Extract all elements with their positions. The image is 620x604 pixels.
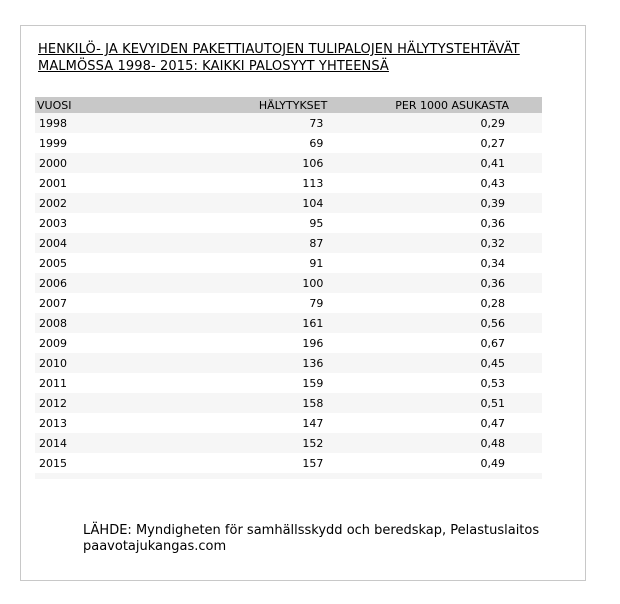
cell-per-1000: 0,41 xyxy=(327,153,542,173)
cell-alarms xyxy=(105,213,328,233)
cell-alarms xyxy=(105,113,328,133)
cell-year: 2012 xyxy=(35,393,105,413)
cell-alarms-value: 159 xyxy=(302,376,324,390)
table-header-row xyxy=(35,97,542,113)
cell-year: 2007 xyxy=(35,293,105,313)
table-body xyxy=(35,113,542,479)
cell-year: 2011 xyxy=(35,373,105,393)
cell-year: 2010 xyxy=(35,353,105,373)
cell-year: 2006 xyxy=(35,273,105,293)
table-row xyxy=(35,113,542,133)
chart-title-line-1: HENKILÖ- JA KEVYIDEN PAKETTIAUTOJEN TULIPALOJEN HÄLYTYSTEHTÄVÄT xyxy=(38,42,520,57)
cell-alarms xyxy=(105,173,328,193)
cell-alarms xyxy=(105,453,328,473)
cell-per-1000: 0,27 xyxy=(327,133,542,153)
cell-per-1000: 0,36 xyxy=(327,213,542,233)
cell-alarms-value: 69 xyxy=(309,136,324,150)
cell-year: 2014 xyxy=(35,433,105,453)
cell-alarms-value: 152 xyxy=(302,436,324,450)
table-row xyxy=(35,193,542,213)
cell-alarms-value: 73 xyxy=(309,116,324,130)
cell-alarms xyxy=(105,373,328,393)
table-row xyxy=(35,253,542,273)
cell-per-1000: 0,49 xyxy=(327,453,542,473)
cell-alarms-value: 91 xyxy=(309,256,324,270)
column-header-per-1000: PER 1000 ASUKASTA xyxy=(327,97,542,113)
cell-alarms-value: 136 xyxy=(302,356,324,370)
cell-year: 2000 xyxy=(35,153,105,173)
cell-year: 2015 xyxy=(35,453,105,473)
table-row xyxy=(35,453,542,473)
chart-title-line-2: MALMÖSSA 1998- 2015: KAIKKI PALOSYYT YHTEENSÄ xyxy=(38,59,389,74)
cell-alarms-value: 106 xyxy=(302,156,324,170)
table-row xyxy=(35,213,542,233)
cell-alarms xyxy=(105,393,328,413)
cell-year: 2001 xyxy=(35,173,105,193)
cell-alarms xyxy=(105,253,328,273)
table-row xyxy=(35,133,542,153)
cell-year: 2002 xyxy=(35,193,105,213)
cell-alarms xyxy=(105,433,328,453)
table-row xyxy=(35,413,542,433)
table-row xyxy=(35,313,542,333)
cell-per-1000: 0,29 xyxy=(327,113,542,133)
cell-per-1000: 0,47 xyxy=(327,413,542,433)
cell-alarms xyxy=(105,333,328,353)
cell-alarms-value: 100 xyxy=(302,276,324,290)
table-row xyxy=(35,393,542,413)
table-bottom-strip-cell xyxy=(35,473,542,479)
cell-alarms xyxy=(105,153,328,173)
cell-year: 1998 xyxy=(35,113,105,133)
cell-alarms xyxy=(105,353,328,373)
table-row xyxy=(35,173,542,193)
data-table xyxy=(35,97,542,479)
cell-alarms xyxy=(105,273,328,293)
cell-per-1000: 0,56 xyxy=(327,313,542,333)
cell-year: 2004 xyxy=(35,233,105,253)
cell-alarms-value: 104 xyxy=(302,196,324,210)
cell-alarms xyxy=(105,313,328,333)
cell-per-1000: 0,67 xyxy=(327,333,542,353)
column-header-alarms: HÄLYTYKSET xyxy=(105,97,328,113)
cell-alarms xyxy=(105,233,328,253)
cell-per-1000: 0,53 xyxy=(327,373,542,393)
table-row xyxy=(35,293,542,313)
cell-alarms-value: 161 xyxy=(302,316,324,330)
cell-year: 2003 xyxy=(35,213,105,233)
cell-per-1000: 0,34 xyxy=(327,253,542,273)
cell-per-1000: 0,48 xyxy=(327,433,542,453)
table-row xyxy=(35,153,542,173)
cell-year: 2008 xyxy=(35,313,105,333)
cell-per-1000: 0,39 xyxy=(327,193,542,213)
table-row xyxy=(35,353,542,373)
cell-alarms-value: 95 xyxy=(309,216,324,230)
cell-alarms-value: 157 xyxy=(302,456,324,470)
table-row xyxy=(35,433,542,453)
table-row xyxy=(35,273,542,293)
cell-alarms xyxy=(105,193,328,213)
cell-alarms xyxy=(105,293,328,313)
cell-year: 2013 xyxy=(35,413,105,433)
cell-alarms-value: 158 xyxy=(302,396,324,410)
cell-alarms-value: 113 xyxy=(302,176,324,190)
cell-alarms xyxy=(105,413,328,433)
cell-per-1000: 0,45 xyxy=(327,353,542,373)
cell-per-1000: 0,43 xyxy=(327,173,542,193)
cell-year: 1999 xyxy=(35,133,105,153)
table-row xyxy=(35,373,542,393)
source-note xyxy=(83,523,539,555)
cell-alarms xyxy=(105,133,328,153)
cell-alarms-value: 196 xyxy=(302,336,324,350)
table-row xyxy=(35,233,542,253)
column-header-year: VUOSI xyxy=(35,97,105,113)
source-line-2: paavotajukangas.com xyxy=(83,539,227,554)
cell-year: 2009 xyxy=(35,333,105,353)
source-line-1: LÄHDE: Myndigheten för samhällsskydd och beredskap, Pelastuslaitos xyxy=(83,523,540,538)
cell-per-1000: 0,28 xyxy=(327,293,542,313)
cell-alarms-value: 79 xyxy=(309,296,324,310)
cell-year: 2005 xyxy=(35,253,105,273)
cell-per-1000: 0,32 xyxy=(327,233,542,253)
chart-title xyxy=(38,41,578,75)
cell-per-1000: 0,51 xyxy=(327,393,542,413)
table-row xyxy=(35,333,542,353)
cell-alarms-value: 147 xyxy=(302,416,324,430)
table-bottom-strip xyxy=(35,473,542,479)
cell-alarms-value: 87 xyxy=(309,236,324,250)
cell-per-1000: 0,36 xyxy=(327,273,542,293)
